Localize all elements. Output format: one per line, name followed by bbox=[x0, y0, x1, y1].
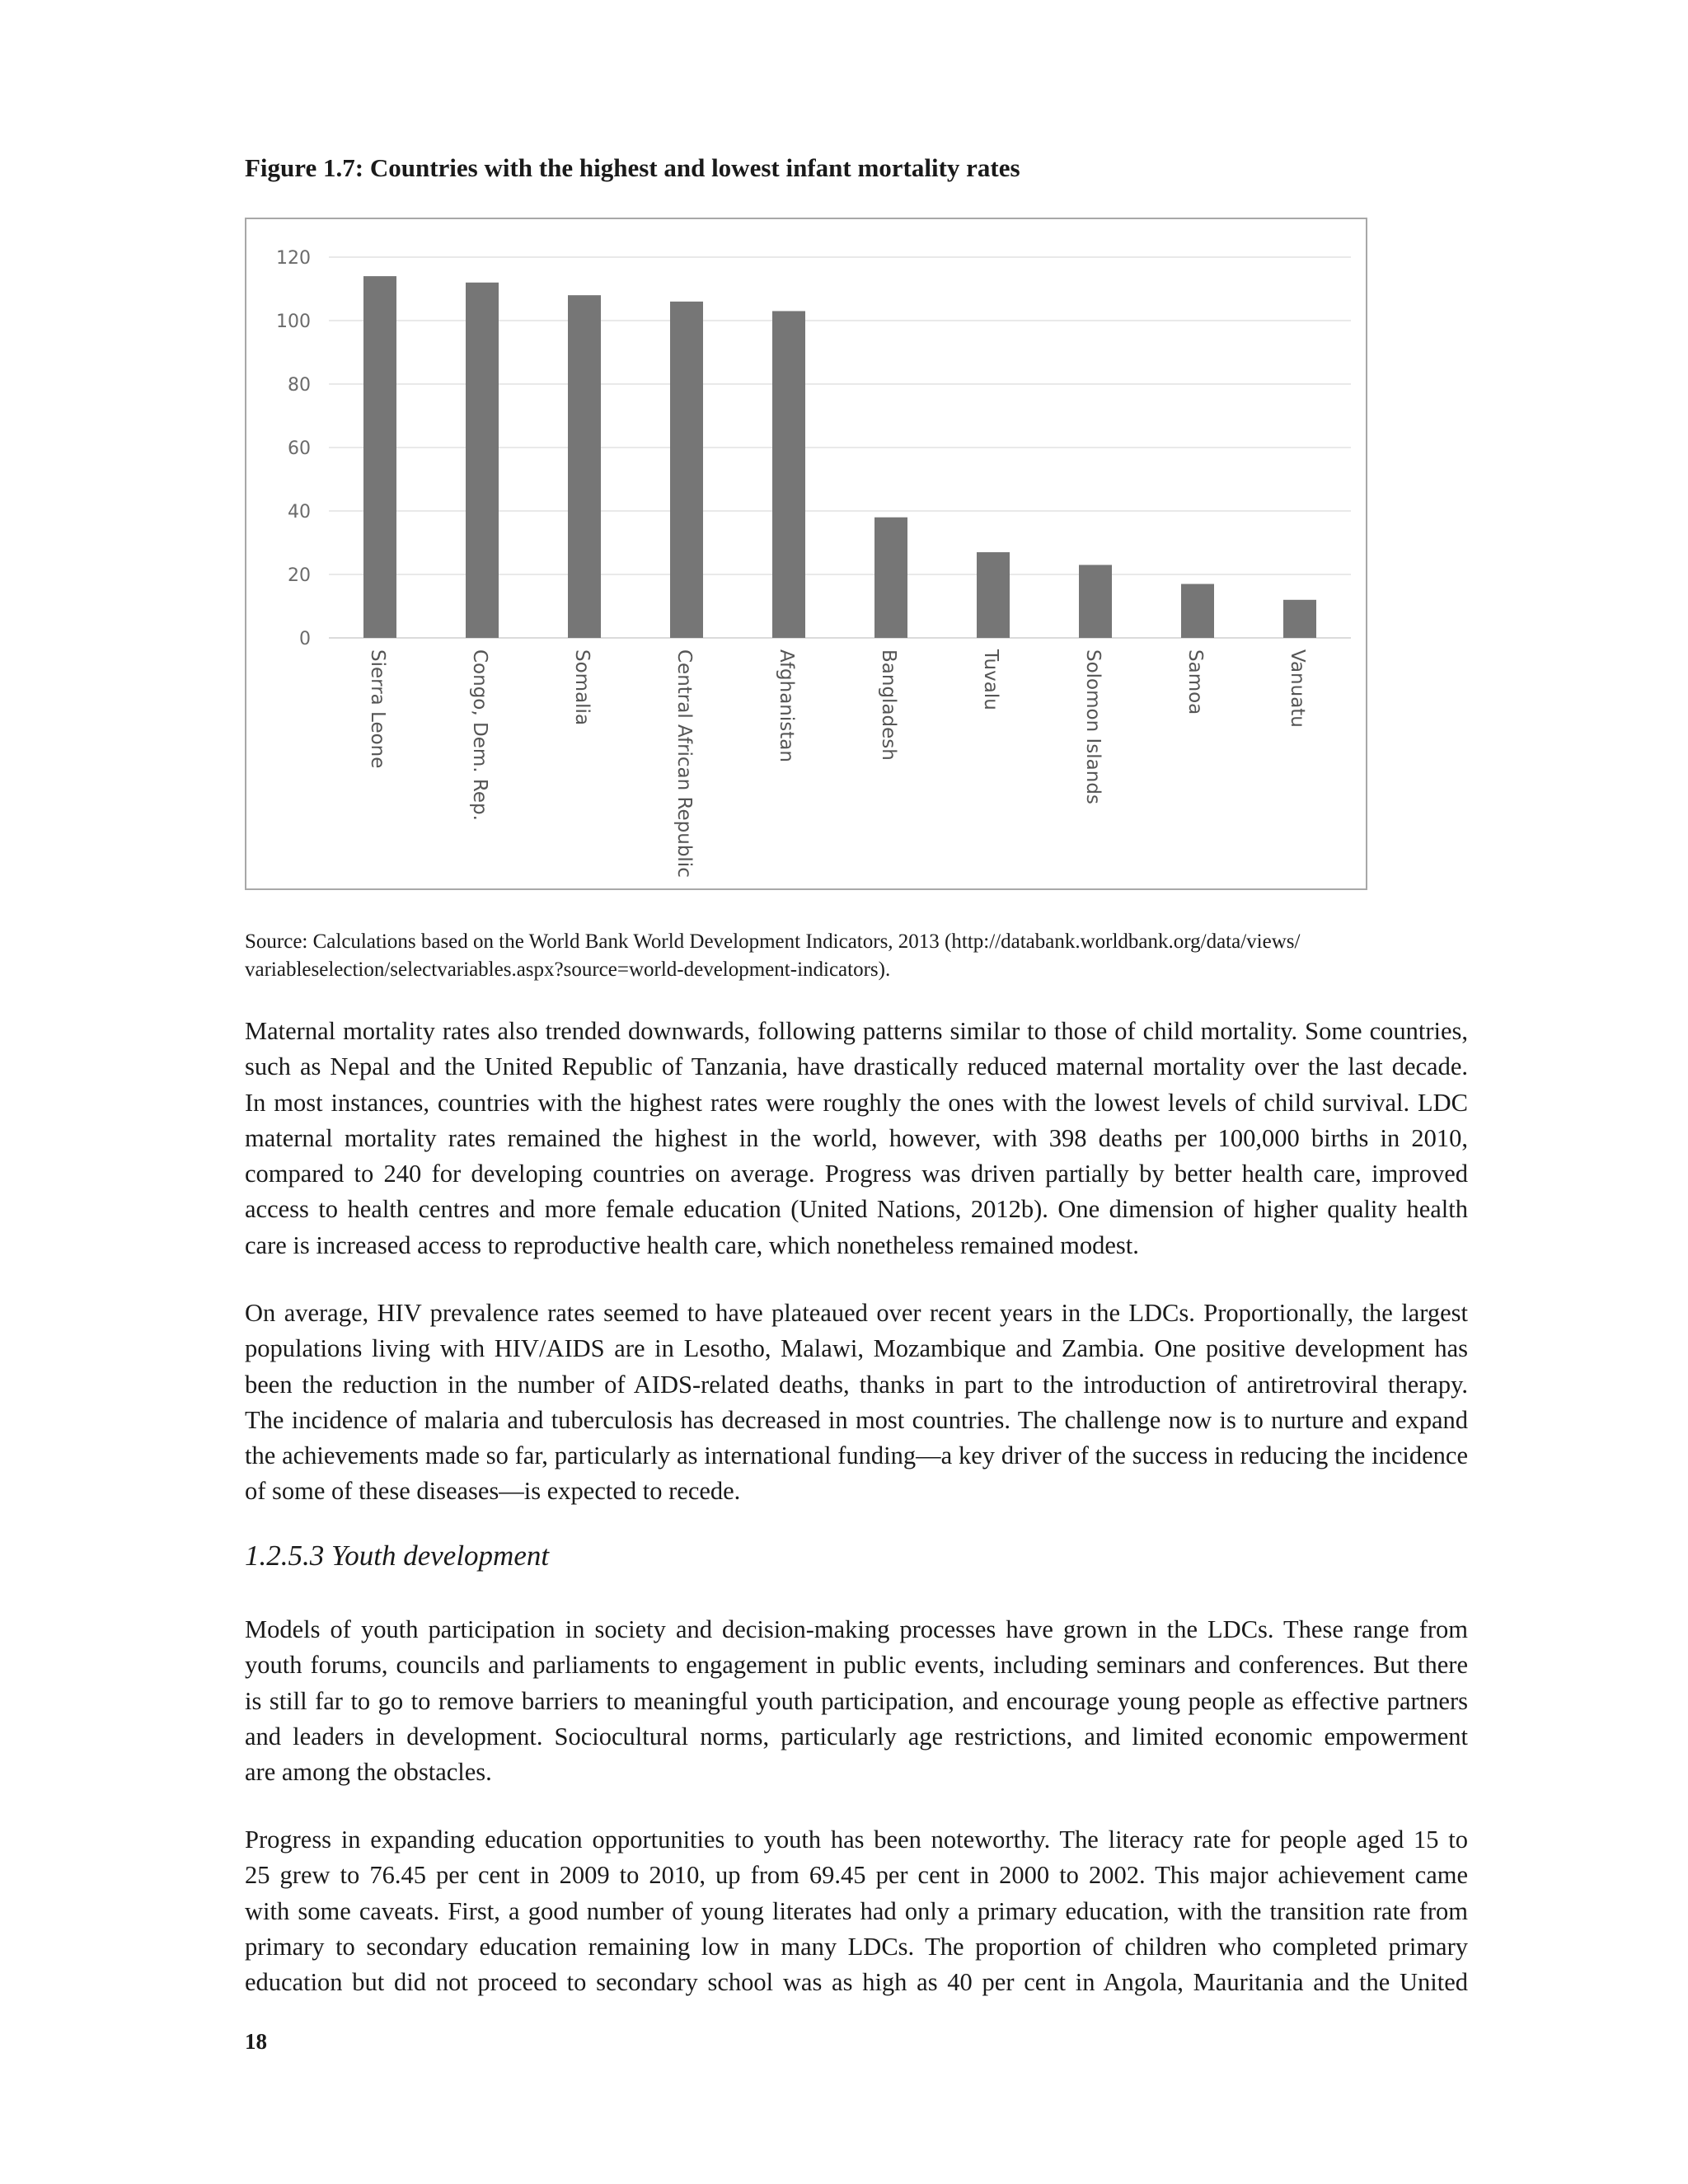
y-tick-label: 60 bbox=[288, 438, 311, 459]
bar bbox=[363, 276, 396, 638]
paragraph-line: the achievements made so far, particularly as international funding—a key driver of the success in reducing the incidence bbox=[245, 1441, 1468, 1470]
paragraph-line: with some caveats. First, a good number of young literates had only a primary education, with the transition rate from bbox=[245, 1896, 1468, 1925]
source-line: variableselection/selectvariables.aspx?source=world-development-indicators). bbox=[245, 958, 891, 981]
y-tick-label: 0 bbox=[299, 629, 311, 649]
paragraph-line: and leaders in development. Sociocultural norms, particularly age restrictions, and limited economic empowerment bbox=[245, 1722, 1468, 1750]
paragraph-line: is still far to go to remove barriers to meaningful youth participation, and encourage young people as effective partners bbox=[245, 1686, 1468, 1715]
bar bbox=[772, 311, 805, 638]
x-tick-label: Tuvalu bbox=[980, 649, 1001, 710]
paragraph-line: On average, HIV prevalence rates seemed to have plateaued over recent years in the LDCs. Proportionally, the largest bbox=[245, 1299, 1468, 1327]
bar bbox=[1181, 584, 1214, 638]
y-tick-label: 120 bbox=[276, 248, 311, 269]
paragraph-line: populations living with HIV/AIDS are in Lesotho, Malawi, Mozambique and Zambia. One positive development has bbox=[245, 1334, 1468, 1363]
y-tick-label: 80 bbox=[288, 375, 311, 396]
paragraph-line: Models of youth participation in society and decision-making processes have grown in the LDCs. These range from bbox=[245, 1615, 1468, 1643]
paragraph-line: are among the obstacles. bbox=[245, 1758, 492, 1787]
paragraph-line: primary to secondary education remaining low in many LDCs. The proportion of children who completed primary bbox=[245, 1932, 1468, 1961]
x-tick-label: Bangladesh bbox=[878, 649, 899, 761]
chart-frame bbox=[245, 218, 1367, 890]
paragraph-youth-participation bbox=[245, 1612, 1468, 1790]
bar-chart bbox=[246, 219, 1366, 888]
bar bbox=[568, 295, 601, 638]
source-line: Source: Calculations based on the World Bank World Development Indicators, 2013 (http://databank.worldbank.org/data/views/ bbox=[245, 930, 1301, 953]
x-tick-label: Afghanistan bbox=[776, 649, 797, 762]
x-tick-label: Central African Republic bbox=[673, 649, 695, 878]
paragraph-line: compared to 240 for developing countries on average. Progress was driven partially by better health care, improved bbox=[245, 1160, 1468, 1188]
paragraph-line: In most instances, countries with the highest rates were roughly the ones with the lowest levels of child survival. LDC bbox=[245, 1088, 1468, 1117]
paragraph-line: of some of these diseases—is expected to recede. bbox=[245, 1477, 741, 1506]
y-tick-label: 100 bbox=[276, 312, 311, 332]
bar bbox=[977, 552, 1010, 638]
paragraph-maternal-mortality bbox=[245, 1014, 1468, 1263]
paragraph-line: care is increased access to reproductive health care, which nonetheless remained modest. bbox=[245, 1230, 1139, 1259]
section-heading: 1.2.5.3 Youth development bbox=[245, 1540, 550, 1572]
figure-source bbox=[245, 928, 1473, 984]
paragraph-line: youth forums, councils and parliaments to engagement in public events, including seminars and conferences. But there bbox=[245, 1651, 1468, 1680]
y-tick-label: 20 bbox=[288, 565, 311, 586]
paragraph-line: maternal mortality rates remained the highest in the world, however, with 398 deaths per 100,000 births in 2010, bbox=[245, 1123, 1468, 1152]
paragraph-hiv-prevalence bbox=[245, 1296, 1468, 1510]
paragraph-line: such as Nepal and the United Republic of Tanzania, have drastically reduced maternal mortality over the last decade. bbox=[245, 1052, 1468, 1081]
bar bbox=[670, 302, 703, 638]
x-tick-label: Congo, Dem. Rep. bbox=[469, 649, 490, 821]
paragraph-line: Progress in expanding education opportunities to youth has been noteworthy. The literacy rate for people aged 15 to bbox=[245, 1825, 1468, 1854]
figure-title: Figure 1.7: Countries with the highest and lowest infant mortality rates bbox=[245, 153, 1020, 182]
bar bbox=[1283, 600, 1316, 638]
paragraph-line: The incidence of malaria and tuberculosis has decreased in most countries. The challenge now is to nurture and expand bbox=[245, 1405, 1468, 1434]
y-tick-label: 40 bbox=[288, 502, 311, 523]
x-tick-label: Vanuatu bbox=[1287, 649, 1308, 728]
paragraph-line: access to health centres and more female education (United Nations, 2012b). One dimension of higher quality health bbox=[245, 1195, 1468, 1224]
x-tick-label: Samoa bbox=[1184, 649, 1206, 715]
bar bbox=[1079, 565, 1112, 638]
paragraph-line: 25 grew to 76.45 per cent in 2009 to 2010, up from 69.45 per cent in 2000 to 2002. This major achievement came bbox=[245, 1861, 1468, 1890]
x-tick-label: Somalia bbox=[571, 649, 593, 726]
paragraph-line: been the reduction in the number of AIDS-related deaths, thanks in part to the introduction of antiretroviral therapy. bbox=[245, 1370, 1468, 1399]
bar bbox=[874, 518, 907, 638]
paragraph-line: Maternal mortality rates also trended downwards, following patterns similar to those of child mortality. Some countries, bbox=[245, 1017, 1468, 1045]
x-tick-label: Sierra Leone bbox=[367, 649, 388, 769]
page-number: 18 bbox=[245, 2029, 267, 2054]
x-tick-label: Solomon Islands bbox=[1082, 649, 1104, 804]
bar bbox=[466, 283, 499, 638]
paragraph-line: education but did not proceed to secondary school was as high as 40 per cent in Angola, Mauritania and the United bbox=[245, 1968, 1468, 1997]
paragraph-youth-education bbox=[245, 1822, 1468, 2000]
